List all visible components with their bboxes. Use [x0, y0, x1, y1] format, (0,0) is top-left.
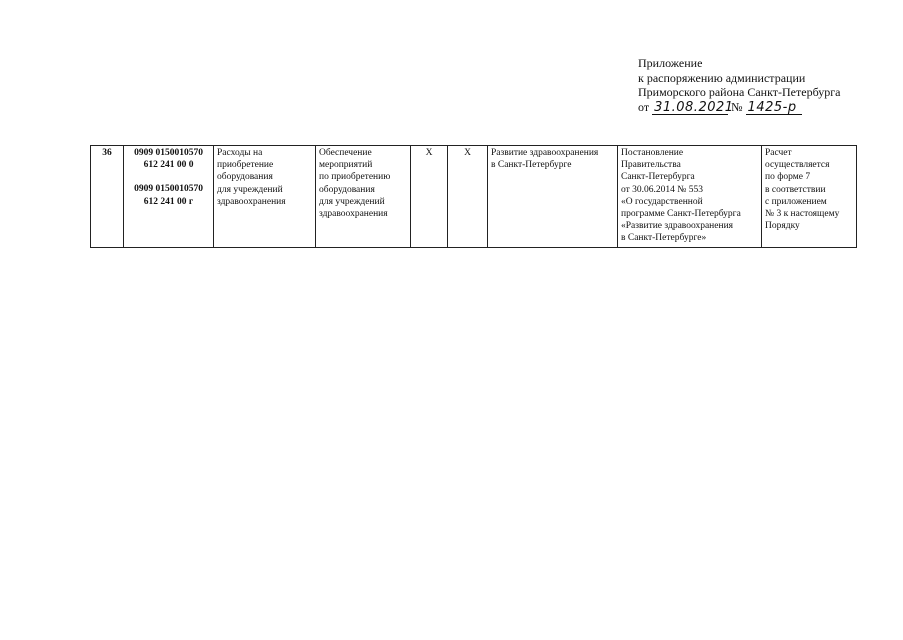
legal-basis-cell: [618, 146, 762, 248]
text-line: Постановление: [621, 148, 684, 158]
appendix-order-line: к распоряжению администрации: [638, 70, 806, 85]
text-line: по форме 7: [765, 172, 811, 183]
text-line: Правительства: [621, 160, 681, 171]
calculation-cell: [762, 146, 857, 248]
date-prefix: от: [638, 99, 650, 114]
text-line: Обеспечение: [319, 148, 372, 158]
budget-code: 612 241 00 0: [143, 160, 194, 171]
appendix-district-line: Приморского района Санкт-Петербурга: [638, 85, 841, 99]
handwritten-number: 1425-р: [746, 101, 802, 115]
number-prefix: №: [731, 99, 743, 114]
text-line: № 3 к настоящему: [765, 209, 840, 220]
register-table: [90, 145, 857, 248]
appendix-date-line: [638, 100, 878, 115]
text-line: от 30.06.2014 № 553: [621, 184, 703, 195]
text-line: Расчет: [765, 148, 792, 158]
text-line: с приложением: [765, 196, 827, 207]
text-line: программе Санкт-Петербурга: [621, 209, 741, 220]
row-number: 36: [91, 146, 124, 248]
text-line: мероприятий: [319, 160, 373, 171]
expense-name-cell: [214, 146, 316, 248]
text-line: Порядку: [765, 221, 800, 232]
text-line: «Развитие здравоохранения: [621, 221, 734, 232]
text-line: Расходы на: [217, 148, 263, 158]
table-row: [91, 146, 857, 248]
budget-code: 0909 0150010570: [134, 148, 203, 158]
appendix-header: [638, 56, 878, 115]
budget-code: 612 241 00 г: [143, 196, 194, 207]
mark-cell: X: [411, 146, 448, 248]
text-line: здравоохранения: [217, 196, 286, 207]
text-line: здравоохранения: [319, 209, 388, 220]
text-line: в соответствии: [765, 184, 826, 195]
text-line: оборудования: [319, 184, 375, 195]
budget-code: 0909 0150010570: [134, 184, 203, 195]
text-line: по приобретению: [319, 172, 391, 183]
text-line: оборудования: [217, 172, 273, 183]
text-line: приобретение: [217, 160, 274, 171]
text-line: осуществляется: [765, 160, 830, 171]
budget-codes-cell: [124, 146, 214, 248]
handwritten-date: 31.08.2021: [654, 99, 734, 115]
text-line: Санкт-Петербурга: [621, 172, 695, 183]
text-line: для учреждений: [319, 196, 385, 207]
text-line: в Санкт-Петербурге»: [621, 233, 707, 244]
text-line: «О государственной: [621, 196, 703, 207]
purpose-cell: [316, 146, 411, 248]
mark-cell: X: [448, 146, 488, 248]
text-line: для учреждений: [217, 184, 283, 195]
text-line: Развитие здравоохранения: [491, 148, 599, 158]
program-cell: [488, 146, 618, 248]
text-line: в Санкт-Петербурге: [491, 160, 572, 171]
appendix-title: Приложение: [638, 56, 703, 70]
